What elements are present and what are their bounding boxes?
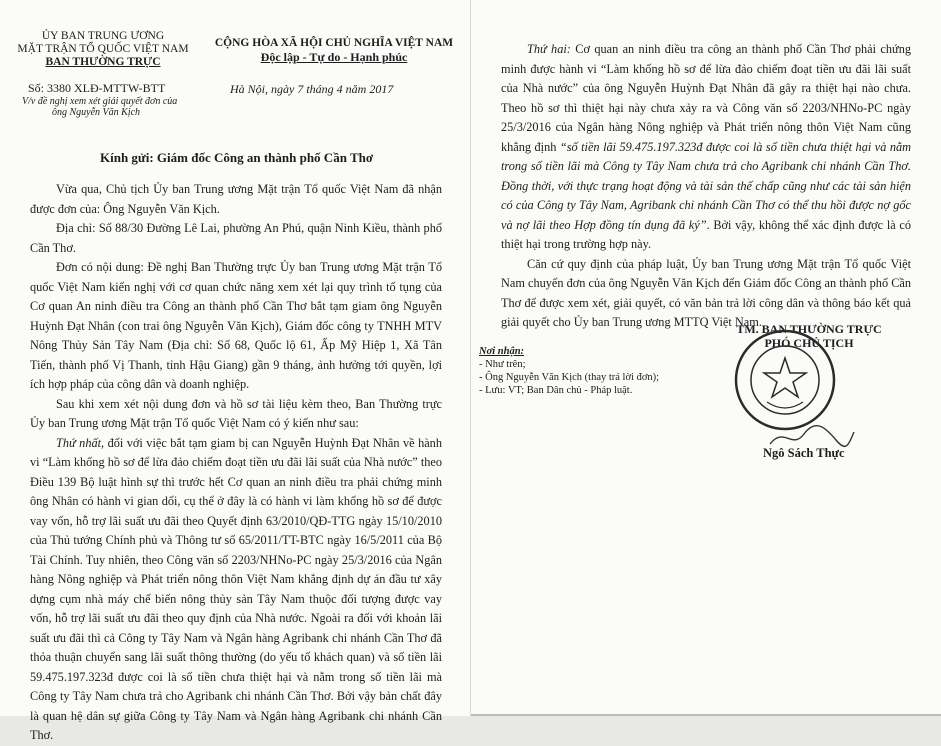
doc-subject bbox=[22, 96, 177, 118]
subject-line-1: V/v đề nghị xem xét giải quyết đơn của bbox=[22, 96, 178, 107]
recipient-item: - Lưu: VT; Ban Dân chủ - Pháp luật. bbox=[479, 385, 633, 396]
second-point-quote: “số tiền lãi 59.475.197.323đ được coi là số tiền chưa thiệt hại và nằm trong số tiền lãi mà Công ty Tây Nam chưa trả cho Agribank chi nhánh Cần Thơ. Đồng thời, với thực trạng hoạt động và tài sản thế chấp cũng như các tài sản hiện có của Công ty Tây Nam, Agribank chi nhánh Cần Thơ có thể thu hồi được nợ gốc và nợ lãi theo Hợp đồng tín dụng đã ký” bbox=[501, 139, 911, 232]
sign-role-2: PHÓ CHỦ TỊCH bbox=[764, 336, 854, 350]
national-header bbox=[198, 36, 470, 64]
para-first-point bbox=[30, 434, 442, 746]
signer-name: Ngô Sách Thực bbox=[763, 446, 845, 460]
recipient-item: - Như trên; bbox=[479, 359, 526, 370]
national-motto: Độc lập - Tự do - Hạnh phúc bbox=[260, 50, 408, 64]
org-line-2: MẶT TRẬN TỔ QUỐC VIỆT NAM bbox=[17, 43, 189, 55]
para-received: Vừa qua, Chủ tịch Ủy ban Trung ương Mặt trận Tổ quốc Việt Nam đã nhận được đơn của: Ông Nguyễn Văn Kịch. bbox=[30, 182, 442, 216]
document-page-2 bbox=[470, 0, 941, 716]
subject-line-2: ông Nguyễn Văn Kịch bbox=[52, 107, 141, 118]
first-point-text: đối với việc bắt tạm giam bị can Nguyễn Huỳnh Đạt Nhân về hành vi “Làm khống hồ sơ để lừa đảo chiếm đoạt tiền ưu đãi lãi suất của Nhà nước” theo Điều 139 Bộ luật hình sự thì trước hết Cơ quan an ninh điều tra phải chứng minh ông Nhân có hành vi gian dối, cụ thể ở đây là có hành vi làm khống hồ sơ để được vay vốn, hỗ trợ lãi suất ưu đãi theo Quyết định 63/2010/QĐ-TTG ngày 15/10/2010 của Thủ tướng Chính phủ và Thông tư số 65/2011/TT-BTC ngày 16/5/2011 của Bộ Tài Chính. Tuy nhiên, theo Công văn số 2203/NHNo-PC ngày 25/3/2016 của Ngân hàng Nông nghiệp và Phát triển nông thôn Việt Nam khẳng định dự án đầu tư xây dựng cụm nhà máy chế biến nông thủy sản Tây Nam thuộc đối tượng được vay vốn, hỗ trợ lãi suất ưu đãi theo quy định của Nhà nước. Ngoài ra đối với khoản lãi suất ưu đãi thì cả Công ty Tây Nam và Ngân hàng Agribank chi nhánh Cần Thơ đã thỏa thuận chuyển sang lãi suất thông thường (do yếu tố khách quan) và số tiền lãi 59.475.197.323đ được coi là số tiền chưa thiệt hại và nằm trong số tiền lãi mà Công ty Tây Nam chưa trả cho Agribank chi nhánh Cần Thơ. Bởi vậy bản chất đây là quan hệ dân sự giữa Công ty Tây Nam và Ngân hàng Agribank chi nhánh Cần Thơ. bbox=[30, 435, 442, 742]
document-page-1 bbox=[0, 0, 470, 742]
second-point-text-b: . Bởi vậy, không thể xác định được là có thiệt hại trong trường hợp này. bbox=[501, 217, 912, 251]
second-point-lead: Thứ hai: bbox=[527, 42, 571, 56]
sign-role-1: TM. BAN THƯỜNG TRỰC bbox=[736, 322, 882, 336]
para-second-point bbox=[501, 40, 911, 255]
org-line-1: ỦY BAN TRUNG ƯƠNG bbox=[41, 30, 165, 42]
doc-number: Số: 3380 XLĐ-MTTW-BTT bbox=[28, 81, 166, 95]
recipients-title: Nơi nhận: bbox=[479, 346, 525, 357]
first-point-lead: Thứ nhất, bbox=[56, 435, 105, 450]
page2-body bbox=[501, 40, 911, 333]
recipient-item: - Ông Nguyễn Văn Kịch (thay trả lời đơn); bbox=[479, 372, 660, 383]
second-point-text-a: Cơ quan an ninh điều tra công an thành phố Cần Thơ phải chứng minh được hành vi “Làm khống hồ sơ để lừa đảo chiếm đoạt tiền ưu đãi lãi suất của Nhà nước” của ông Nguyễn Huỳnh Đạt Nhân đã gây ra thiệt hại nào chưa. Theo hồ sơ thì thiệt hại này chưa xảy ra và Công văn số 2203/NHNo-PC ngày 25/3/2016 của Ngân hàng Nông nghiệp và Phát triển nông thôn Việt Nam cũng khẳng định bbox=[501, 42, 911, 154]
country-name: CỘNG HÒA XÃ HỘI CHỦ NGHĨA VIỆT NAM bbox=[214, 37, 454, 49]
page-edge-divider bbox=[471, 714, 941, 716]
org-line-3: BAN THƯỜNG TRỰC bbox=[45, 56, 161, 68]
official-stamp bbox=[733, 328, 837, 432]
para-petition: Đơn có nội dung: Đề nghị Ban Thường trực Ủy ban Trung ương Mặt trận Tổ quốc Việt Nam kiến nghị với cơ quan chức năng xem xét lại quy trình tố tụng của Cơ quan An ninh điều tra Công an thành phố Cần Thơ bắt tạm giam ông Nguyễn Huỳnh Đạt Nhân (con trai ông Nguyễn Văn Kịch), Giám đốc công ty TNHH MTV Nông Thủy Sản Tây Nam (Địa chỉ: Số 68, Quốc lộ 61, Ấp Mỹ Hiệp 1, Xã Tân Tiến, thành phố Vị Thanh, tỉnh Hậu Giang) gần 9 tháng, ảnh hưởng tới quyền, lợi ích hợp pháp của công dân và doanh nghiệp. bbox=[30, 260, 442, 391]
issue-date: Hà Nội, ngày 7 tháng 4 năm 2017 bbox=[230, 82, 394, 96]
para-conclusion: Căn cứ quy định của pháp luật, Ủy ban Trung ương Mặt trận Tổ quốc Việt Nam chuyển đơn của ông Nguyễn Văn Kịch đến Giám đốc Công an thành phố Cần Thơ để được xem xét, giải quyết, có văn bản trả lời công dân và thông báo kết quả giải quyết cho Ủy ban Trung ương MTTQ Việt Nam. bbox=[501, 256, 911, 329]
page1-body bbox=[30, 180, 442, 746]
para-address: Địa chỉ: Số 88/30 Đường Lê Lai, phường An Phú, quận Ninh Kiều, thành phố Cần Thơ. bbox=[30, 221, 442, 255]
addressee: Kính gửi: Giám đốc Công an thành phố Cần Thơ bbox=[100, 150, 374, 165]
stamp-seal-icon bbox=[733, 328, 837, 432]
issuing-org bbox=[8, 30, 198, 69]
recipients-block bbox=[479, 345, 659, 397]
para-opinion-intro: Sau khi xem xét nội dung đơn và hồ sơ tài liệu kèm theo, Ban Thường trực Ủy ban Trung ương Mặt trận Tổ quốc Việt Nam có ý kiến như sau: bbox=[30, 396, 442, 430]
